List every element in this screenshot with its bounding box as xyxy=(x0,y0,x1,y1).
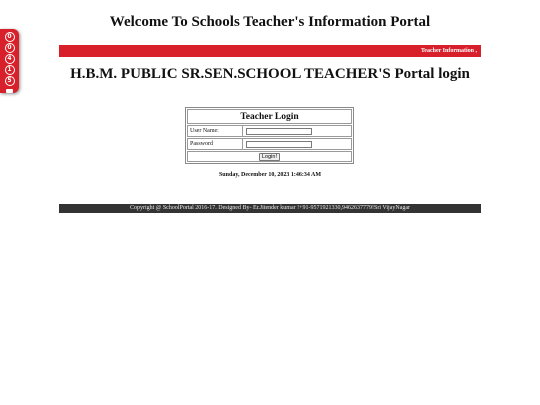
counter-digit: 0 xyxy=(5,32,15,42)
news-ticker-bar xyxy=(59,45,481,57)
password-input[interactable] xyxy=(246,141,312,148)
counter-digit: 1 xyxy=(5,65,15,75)
username-label: User Name: xyxy=(188,126,243,136)
username-row xyxy=(187,125,352,137)
login-heading: Teacher Login xyxy=(187,109,352,124)
login-form xyxy=(185,107,354,164)
current-datetime: Sunday, December 10, 2023 1:46:34 AM xyxy=(218,172,322,178)
counter-chart-icon xyxy=(6,89,13,93)
visitor-counter-widget[interactable] xyxy=(0,29,19,93)
footer-copyright: Copyright @ SchoolPortal 2016-17. Designed By- Er.Jitender kumar !+91-9571921330,9462637779!Sri VijayNagar xyxy=(59,204,481,213)
password-row xyxy=(187,138,352,150)
counter-digit: 4 xyxy=(5,54,15,64)
password-label: Password xyxy=(188,139,243,149)
school-title: H.B.M. PUBLIC SR.SEN.SCHOOL TEACHER'S Portal login xyxy=(70,66,470,82)
login-button-row xyxy=(187,151,352,162)
news-ticker-text: Teacher Information , xyxy=(420,48,477,54)
counter-digit: 5 xyxy=(5,76,15,86)
page-title: Welcome To Schools Teacher's Information Portal xyxy=(109,14,431,30)
login-button[interactable]: Login! xyxy=(259,153,280,161)
counter-digit: 0 xyxy=(5,43,15,53)
username-input[interactable] xyxy=(246,128,312,135)
